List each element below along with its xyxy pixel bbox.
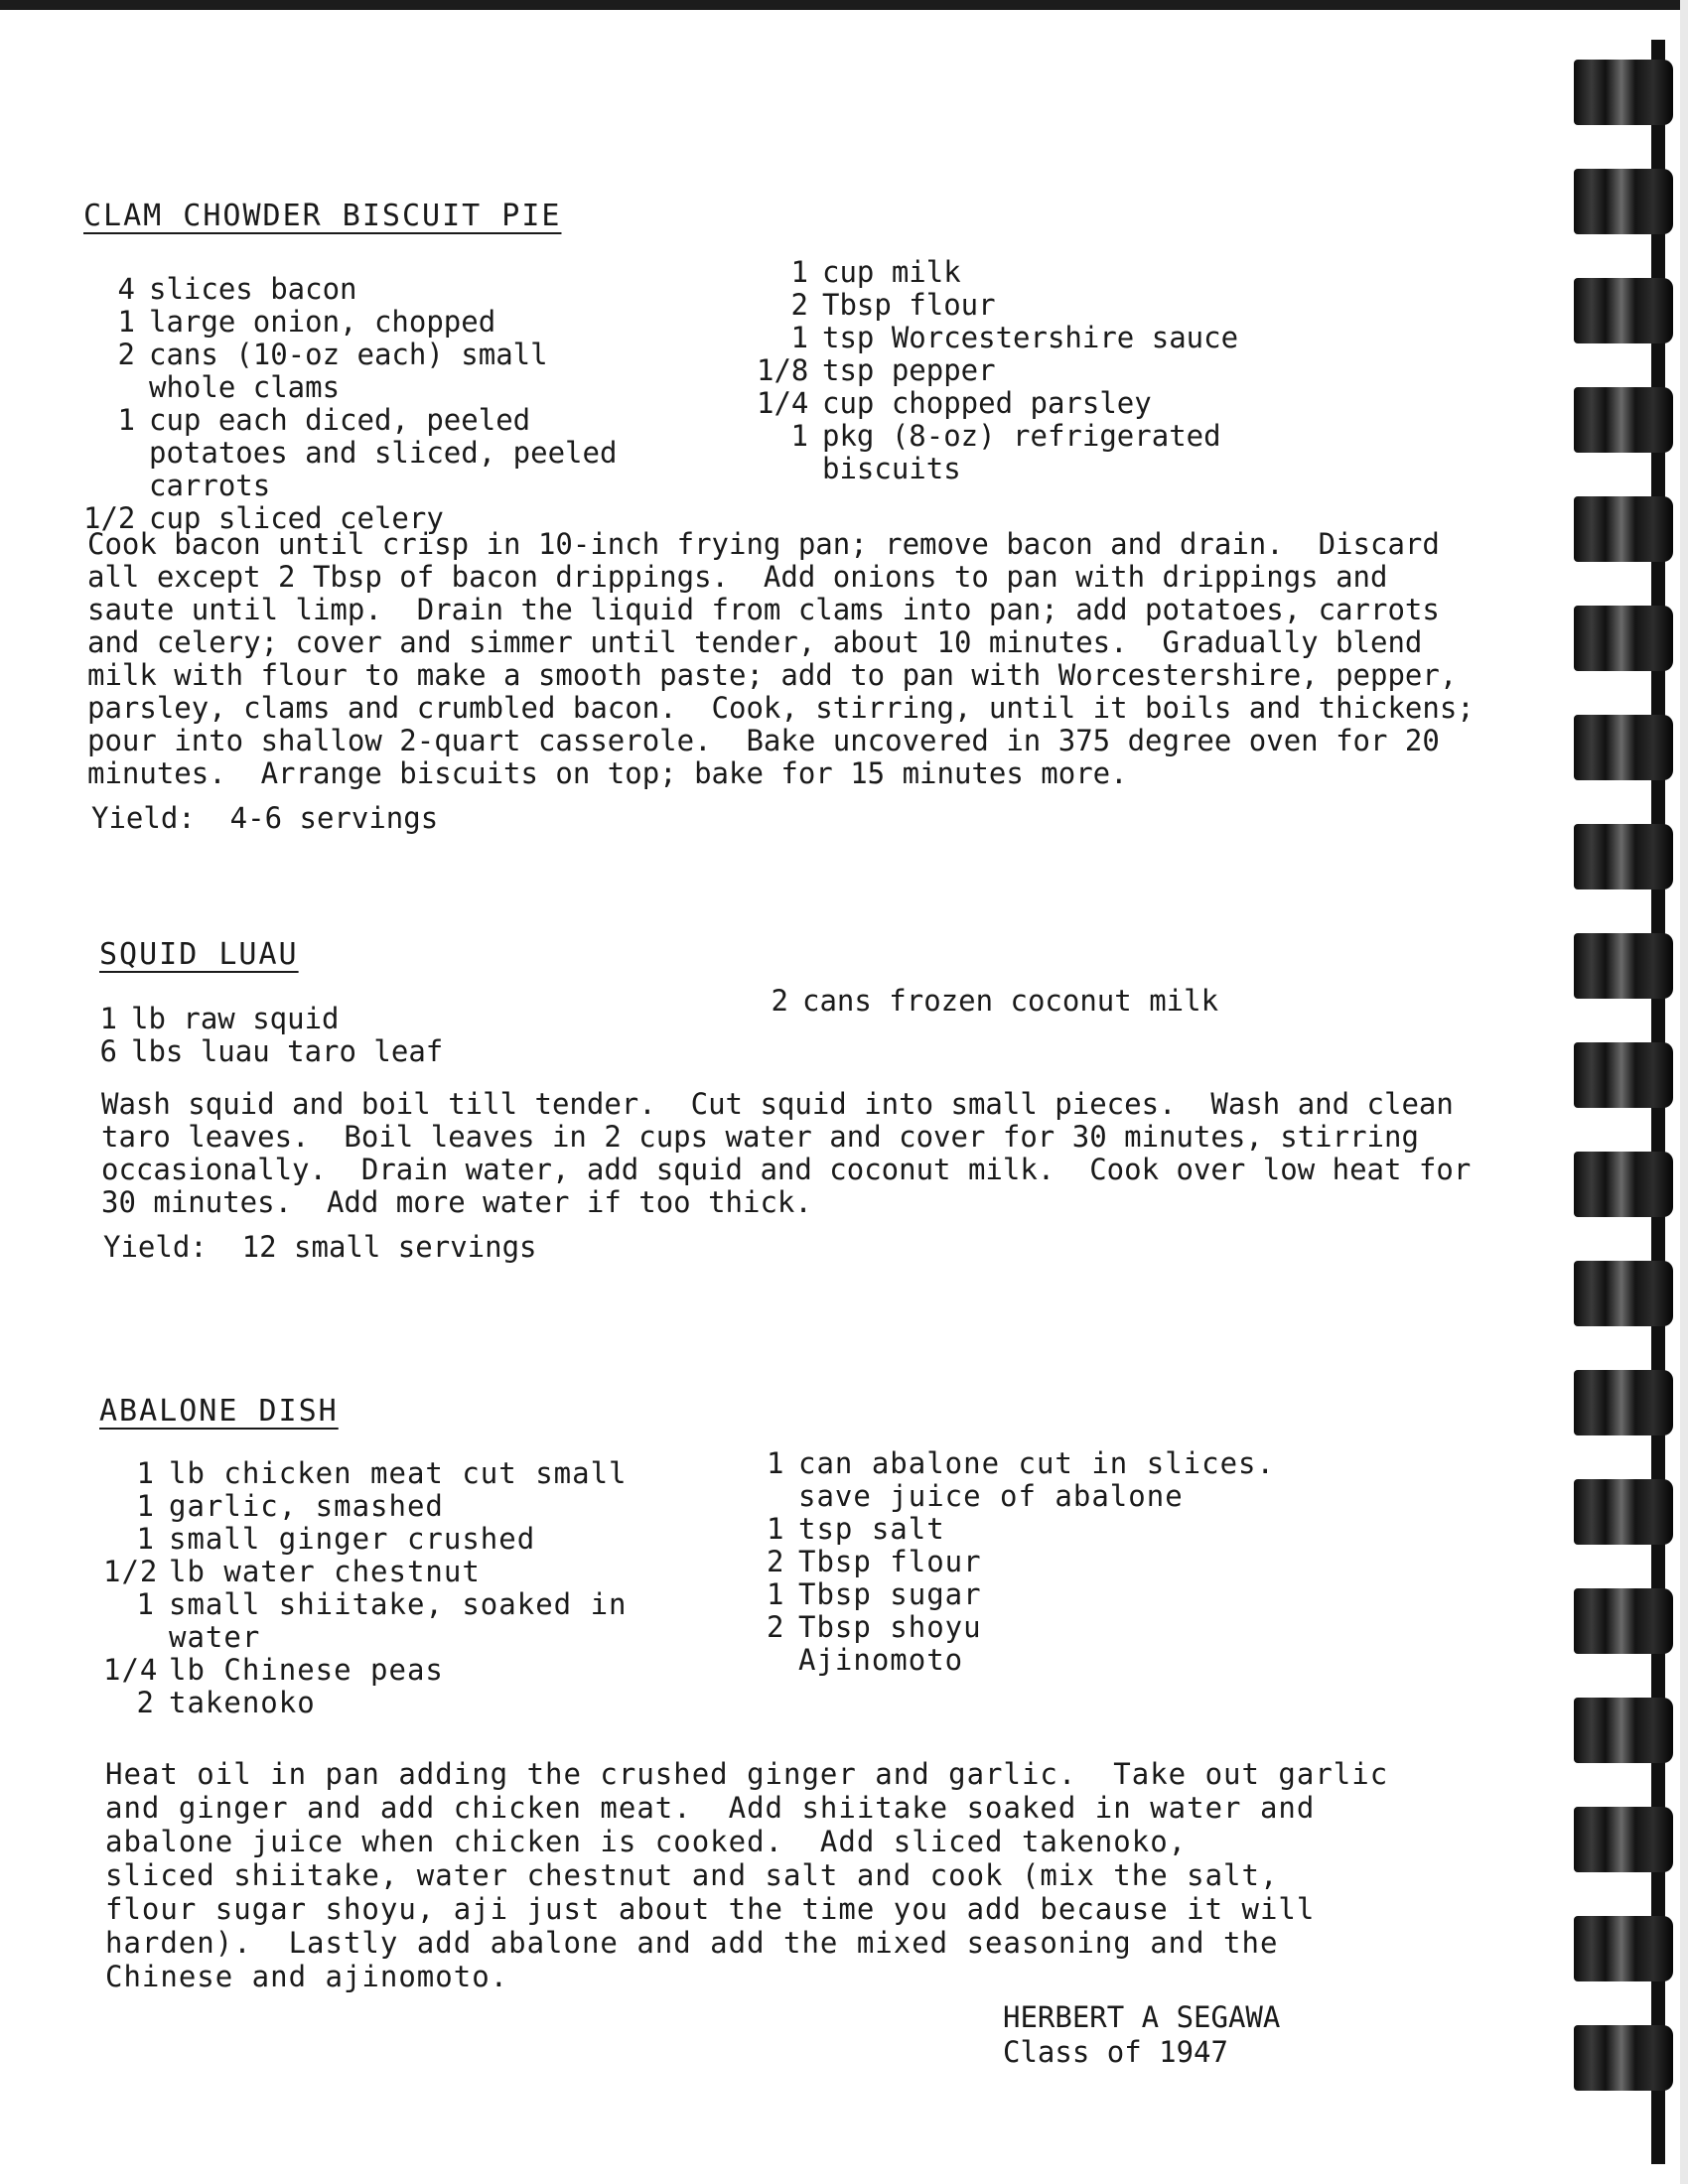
ingredient-qty: 1/8: [757, 353, 809, 387]
ingredient-list-left: [99, 1003, 655, 1068]
ingredient: [83, 404, 679, 502]
ingredient-text: small shiitake, soaked in water: [169, 1587, 628, 1654]
ingredient-qty: 1: [99, 1002, 117, 1035]
binding-ring: [1574, 1261, 1673, 1326]
binding-ring: [1574, 1916, 1673, 1981]
ingredient-text: garlic, smashed: [169, 1489, 444, 1523]
ingredient-text: cup each diced, peeled potatoes and sliced, peeled carrots: [149, 403, 618, 502]
ingredient: [99, 1035, 655, 1068]
ingredient-list-left: [83, 273, 679, 535]
ingredient-text: lb water chestnut: [169, 1555, 481, 1588]
ingredient: [103, 1523, 699, 1556]
ingredient-qty: 1: [767, 1512, 785, 1546]
ingredient: [757, 354, 1273, 387]
recipe-title: CLAM CHOWDER BISCUIT PIE: [83, 199, 562, 233]
ingredient-text: cup milk: [822, 255, 961, 289]
recipe-yield: Yield: 12 small servings: [103, 1230, 537, 1264]
binding-ring: [1574, 387, 1673, 453]
ingredient-text: cans frozen coconut milk: [802, 984, 1219, 1018]
ingredient-text: lbs luau taro leaf: [131, 1034, 444, 1068]
ingredient: [767, 1513, 1323, 1546]
ingredient-text: slices bacon: [149, 272, 357, 306]
ingredient-qty: 1/4: [757, 386, 809, 420]
ingredient-text: Tbsp sugar: [798, 1577, 982, 1611]
binding-ring: [1574, 1588, 1673, 1654]
binding-ring: [1574, 169, 1673, 234]
ingredient-list-left: [103, 1457, 699, 1719]
binding-ring: [1574, 278, 1673, 343]
recipe-title: ABALONE DISH: [99, 1394, 339, 1429]
ingredient: [99, 1003, 655, 1035]
ingredient-qty: 1/2: [103, 1555, 159, 1588]
ingredient: [757, 256, 1273, 289]
recipe-method: Heat oil in pan adding the crushed ginger and garlic. Take out garlic and ginger and add chicken meat. Add shiitake soaked in water and abalone juice when chicken is cooked. Add sliced takenoko, sliced shiitake, water chestnut and salt and cook (mix the salt, flour sugar shoyu, aji just about the time you add because it will harden). Lastly add abalone and add the mixed seasoning and the Chinese and ajinomoto.: [105, 1757, 1389, 1993]
binding-ring: [1574, 715, 1673, 780]
ingredient-qty: 1: [136, 1489, 155, 1523]
ingredient: [757, 420, 1273, 485]
recipe-yield: Yield: 4-6 servings: [91, 801, 439, 835]
ingredient-qty: 1: [117, 403, 135, 437]
ingredient-list-right: [771, 985, 1287, 1018]
ingredient: [757, 322, 1273, 354]
binding-ring: [1574, 1807, 1673, 1872]
binding-ring: [1574, 496, 1673, 562]
binding-ring: [1574, 1698, 1673, 1763]
ingredient: [103, 1490, 699, 1523]
ingredient: [771, 985, 1287, 1018]
ingredient: [767, 1611, 1323, 1644]
binding-ring: [1574, 2025, 1673, 2091]
author-class: Class of 1947: [1003, 2035, 1228, 2069]
ingredient: [83, 273, 679, 306]
ingredient-qty: 1: [790, 321, 808, 354]
ingredient-text: Tbsp shoyu: [798, 1610, 982, 1644]
ingredient: [767, 1644, 1323, 1677]
signature-block: [1003, 2000, 1280, 2070]
ingredient-text: tsp pepper: [822, 353, 996, 387]
ingredient: [83, 306, 679, 339]
ingredient-text: cup chopped parsley: [822, 386, 1152, 420]
ingredient-text: small ginger crushed: [169, 1522, 536, 1556]
ingredient-qty: 2: [767, 1545, 785, 1578]
author-name: HERBERT A SEGAWA: [1003, 2000, 1281, 2034]
recipe-method: Wash squid and boil till tender. Cut squid into small pieces. Wash and clean taro leaves. Boil leaves in 2 cups water and cover for 30 minutes, stirring occasionally. Drain water, add squid and coconut milk. Cook over low heat for 30 minutes. Add more water if too thick.: [101, 1087, 1472, 1219]
spiral-binding: [1574, 40, 1688, 2164]
binding-ring: [1574, 60, 1673, 125]
ingredient-text: tsp salt: [798, 1512, 945, 1546]
ingredient: [103, 1556, 699, 1588]
ingredient: [103, 1457, 699, 1490]
binding-ring: [1574, 1370, 1673, 1435]
ingredient-list-right: [757, 256, 1273, 485]
ingredient-qty: 1: [117, 305, 135, 339]
ingredient: [767, 1546, 1323, 1578]
ingredient: [767, 1578, 1323, 1611]
ingredient-qty: 1: [790, 419, 808, 453]
binding-ring: [1574, 1042, 1673, 1108]
binding-ring: [1574, 1479, 1673, 1545]
ingredient: [83, 339, 679, 404]
ingredient-qty: 2: [117, 338, 135, 371]
binding-ring: [1574, 824, 1673, 889]
page-top-edge: [0, 0, 1688, 10]
ingredient-qty: 1: [136, 1587, 155, 1621]
ingredient-text: lb Chinese peas: [169, 1653, 444, 1687]
recipe-title: SQUID LUAU: [99, 937, 299, 972]
ingredient-text: takenoko: [169, 1686, 316, 1719]
ingredient-qty: [767, 1644, 784, 1677]
ingredient-text: cup sliced celery: [149, 501, 444, 535]
ingredient-qty: 2: [767, 1610, 785, 1644]
binding-ring: [1574, 933, 1673, 999]
ingredient-text: Ajinomoto: [798, 1643, 964, 1677]
ingredient-text: pkg (8-oz) refrigerated biscuits: [822, 419, 1221, 485]
ingredient-text: tsp Worcestershire sauce: [822, 321, 1239, 354]
ingredient-qty: 2: [790, 288, 808, 322]
ingredient-list-right: [767, 1447, 1323, 1677]
ingredient-text: cans (10-oz each) small whole clams: [149, 338, 548, 404]
ingredient: [103, 1654, 699, 1687]
ingredient-qty: 4: [117, 272, 135, 306]
ingredient: [767, 1447, 1323, 1513]
ingredient-qty: 1: [767, 1446, 785, 1480]
ingredient: [103, 1588, 699, 1654]
ingredient-text: lb raw squid: [131, 1002, 340, 1035]
ingredient-text: Tbsp flour: [798, 1545, 982, 1578]
ingredient: [103, 1687, 699, 1719]
ingredient-qty: 1/4: [103, 1653, 159, 1687]
ingredient-qty: 1: [790, 255, 808, 289]
ingredient-qty: 1/2: [83, 501, 136, 535]
ingredient-qty: 1: [136, 1456, 155, 1490]
binding-ring: [1574, 606, 1673, 671]
ingredient-qty: 2: [136, 1686, 155, 1719]
ingredient-text: can abalone cut in slices. save juice of abalone: [798, 1446, 1275, 1513]
ingredient-qty: 1: [767, 1577, 785, 1611]
ingredient-qty: 2: [771, 984, 788, 1018]
ingredient: [757, 289, 1273, 322]
binding-ring: [1574, 1152, 1673, 1217]
ingredient-text: Tbsp flour: [822, 288, 996, 322]
ingredient-text: large onion, chopped: [149, 305, 496, 339]
recipe-method: Cook bacon until crisp in 10-inch frying pan; remove bacon and drain. Discard all except 2 Tbsp of bacon drippings. Add onions to pan with drippings and saute until limp. Drain the liquid from clams into pan; add potatoes, carrots and celery; cover and simmer until tender, about 10 minutes. Gradually blend milk with flour to make a smooth paste; add to pan with Worcestershire, pepper, parsley, clams and crumbled bacon. Cook, stirring, until it boils and thickens; pour into shallow 2-quart casserole. Bake uncovered in 375 degree oven for 20 minutes. Arrange biscuits on top; bake for 15 minutes more.: [87, 527, 1475, 790]
ingredient: [757, 387, 1273, 420]
ingredient-qty: 1: [136, 1522, 155, 1556]
ingredient-qty: 6: [99, 1034, 117, 1068]
ingredient-text: lb chicken meat cut small: [169, 1456, 628, 1490]
